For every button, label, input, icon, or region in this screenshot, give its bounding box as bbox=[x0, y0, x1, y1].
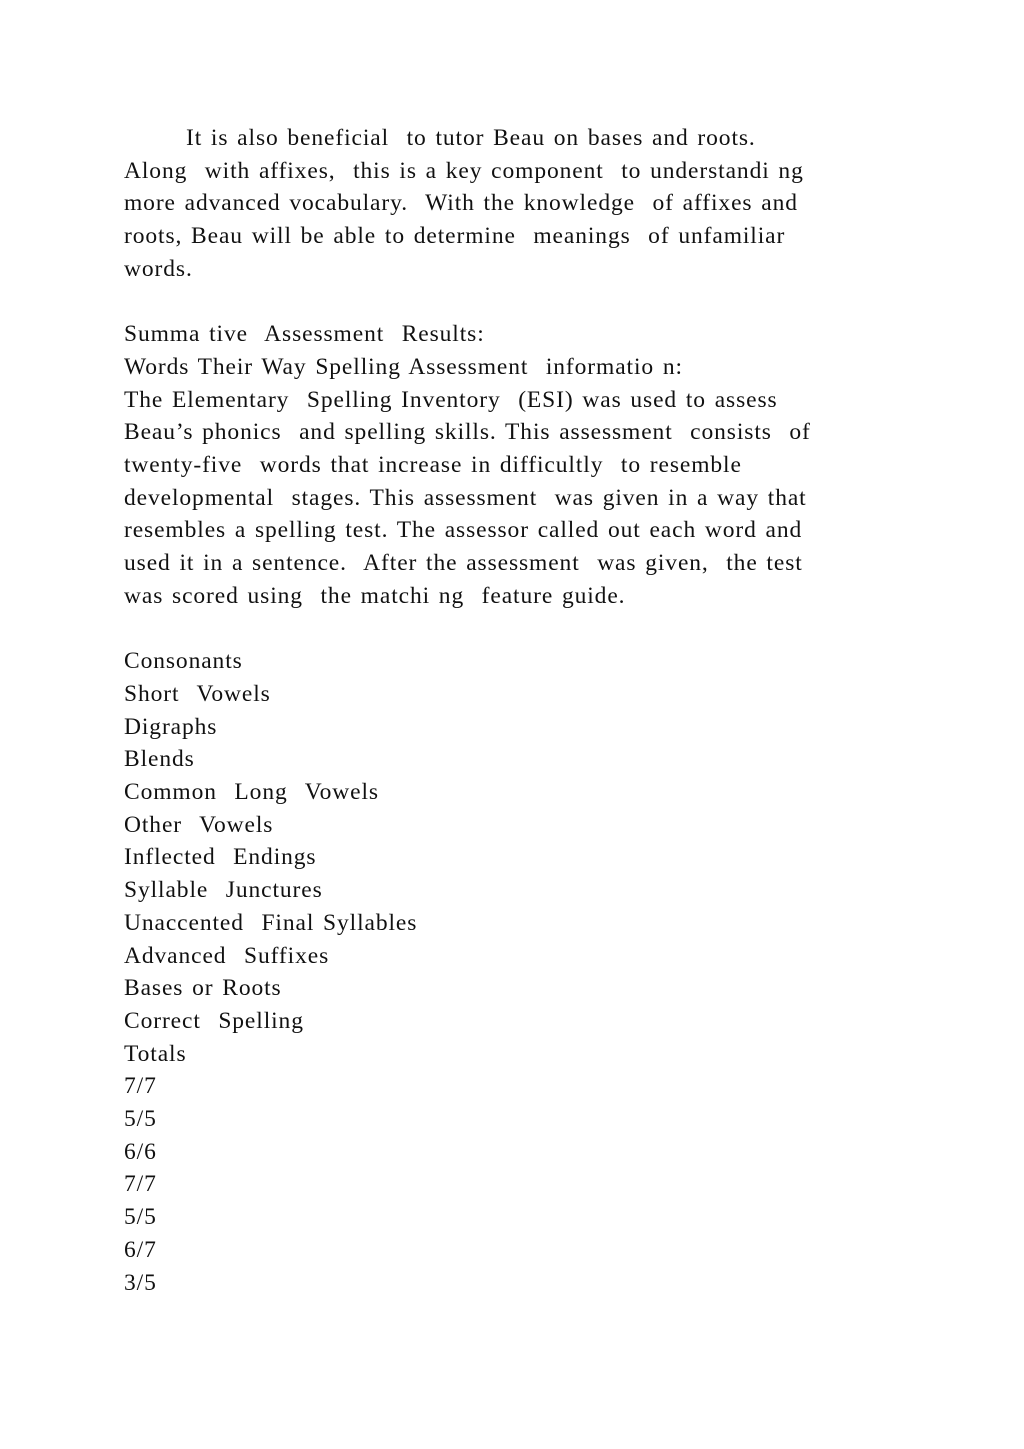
paragraph-line: twenty-five words that increase in difficultly to resemble bbox=[124, 452, 742, 479]
feature-item: Correct Spelling bbox=[124, 1007, 304, 1034]
feature-item: Other Vowels bbox=[124, 811, 274, 838]
feature-item: Inflected Endings bbox=[124, 844, 317, 871]
feature-item: Short Vowels bbox=[124, 680, 271, 707]
feature-item: Bases or Roots bbox=[124, 975, 282, 1002]
paragraph-line: Along with affixes, this is a key component to understandi ng bbox=[124, 157, 804, 184]
paragraph-line: used it in a sentence. After the assessment was given, the test bbox=[124, 550, 803, 577]
feature-item: Totals bbox=[124, 1040, 187, 1067]
score-item: 6/7 bbox=[124, 1236, 157, 1263]
paragraph-line: was scored using the matchi ng feature guide. bbox=[124, 582, 626, 609]
feature-item: Digraphs bbox=[124, 713, 218, 740]
blank-line bbox=[124, 613, 904, 646]
feature-item: Advanced Suffixes bbox=[124, 942, 330, 969]
feature-item: Unaccented Final Syllables bbox=[124, 909, 418, 936]
paragraph-line: resembles a spelling test. The assessor called out each word and bbox=[124, 517, 803, 544]
feature-item: Blends bbox=[124, 746, 195, 773]
section-heading: Summa tive Assessment Results: bbox=[124, 321, 485, 348]
document-page bbox=[124, 122, 904, 1299]
paragraph-line: developmental stages. This assessment was given in a way that bbox=[124, 484, 807, 511]
paragraph-line: roots, Beau will be able to determine meanings of unfamiliar bbox=[124, 223, 786, 250]
score-item: 5/5 bbox=[124, 1204, 157, 1231]
paragraph-tutoring bbox=[124, 122, 904, 286]
paragraph-assessment bbox=[124, 384, 904, 613]
paragraph-line: It is also beneficial to tutor Beau on bases and roots. bbox=[186, 125, 756, 151]
feature-item: Consonants bbox=[124, 648, 243, 675]
score-list bbox=[124, 1070, 904, 1299]
feature-list bbox=[124, 645, 904, 1070]
paragraph-line: Beau’s phonics and spelling skills. This assessment consists of bbox=[124, 419, 811, 446]
paragraph-line: more advanced vocabulary. With the knowledge of affixes and bbox=[124, 190, 798, 217]
section-subheading: Words Their Way Spelling Assessment informatio n: bbox=[124, 353, 683, 380]
feature-item: Common Long Vowels bbox=[124, 779, 379, 806]
score-item: 6/6 bbox=[124, 1138, 157, 1165]
blank-line bbox=[124, 286, 904, 319]
paragraph-line: words. bbox=[124, 255, 193, 282]
score-item: 7/7 bbox=[124, 1171, 157, 1198]
paragraph-line: The Elementary Spelling Inventory (ESI) was used to assess bbox=[124, 386, 778, 413]
score-item: 3/5 bbox=[124, 1269, 157, 1296]
score-item: 7/7 bbox=[124, 1073, 157, 1100]
score-item: 5/5 bbox=[124, 1106, 157, 1133]
feature-item: Syllable Junctures bbox=[124, 877, 323, 904]
